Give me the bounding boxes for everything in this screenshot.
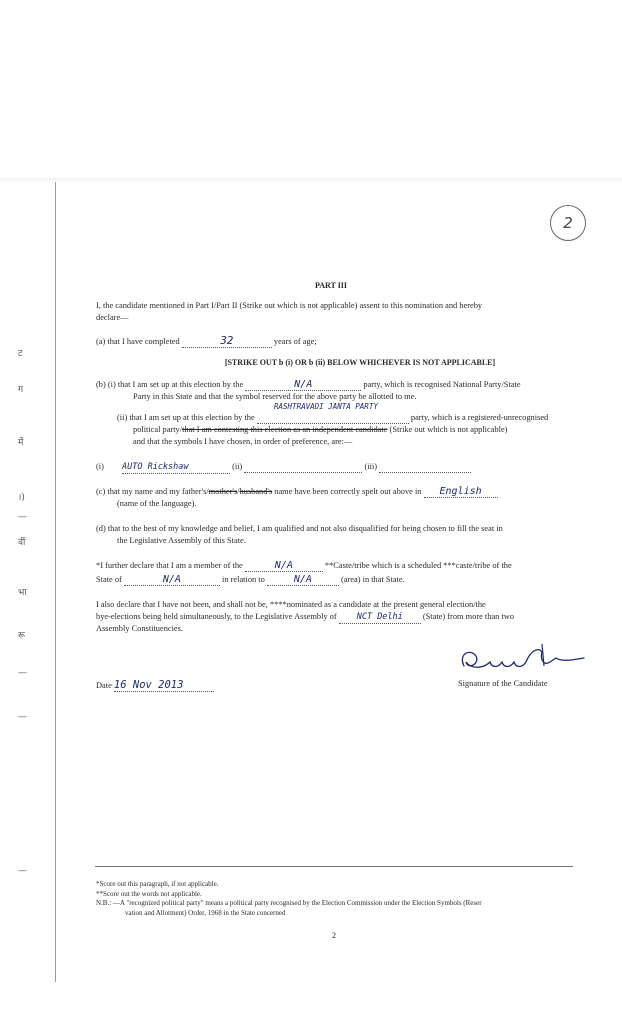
state-value: N/A [162, 574, 181, 585]
further-declaration-line2 [96, 574, 405, 586]
area-value: N/A [293, 574, 312, 585]
language-value: English [439, 486, 482, 497]
clause-a [96, 335, 317, 348]
symbol-iii-field [379, 461, 471, 473]
clause-c [96, 486, 498, 498]
b-ii-party-value: RASHTRAVADI JANTA PARTY [274, 402, 378, 411]
member-value: N/A [274, 560, 293, 571]
further-tail: **Caste/tribe which is a scheduled ***caste/tribe of the [324, 561, 512, 570]
margin-glyph: ग [18, 385, 24, 395]
date-field [114, 680, 214, 692]
area-label: (area) in that State. [341, 575, 405, 584]
margin-glyph: ।) [18, 493, 25, 503]
b-ii-party-field [257, 412, 409, 424]
further-text: *I further declare that I am a member of the [96, 561, 243, 570]
clause-b-ii-text: (ii) that I am set up at this election by the [117, 413, 255, 422]
b-ii-line2-b: (Strike out which is not applicable) [389, 425, 508, 434]
date-line [96, 680, 214, 692]
clause-b-ii-line3: and that the symbols I have chosen, in order of preference, are:— [133, 437, 353, 446]
state-field [124, 574, 220, 586]
margin-glyph: — [18, 712, 27, 722]
b-ii-struck-text: that I am contesting this election as an independent candidate [182, 425, 388, 434]
part-title: PART III [314, 281, 348, 290]
state-of-label: State of [96, 575, 122, 584]
margin-glyph: — [18, 512, 27, 522]
footnote-2: **Score out the words not applicable. [96, 890, 202, 898]
page-number-circle: 2 [550, 205, 586, 241]
signature-stroke [542, 644, 544, 666]
footnote-rule [95, 866, 573, 867]
margin-glyph: रू [18, 631, 25, 641]
clause-d-line2: the Legislative Assembly of this State. [117, 536, 246, 545]
c-struck-mother: mother's [208, 487, 238, 496]
assembly-state-field [339, 611, 421, 624]
page-number: 2 [332, 931, 336, 940]
also-tail: (State) from more than two [422, 612, 515, 621]
member-field [245, 560, 323, 572]
b-i-party-value: N/A [294, 379, 313, 390]
assembly-state-value: NCT Delhi [356, 612, 403, 622]
scan-edge [0, 178, 622, 184]
also-text: bye-elections being held simultaneously, to the Legislative Assembly of [96, 612, 337, 621]
clause-c-tail: name have been correctly spelt out above in [272, 487, 422, 496]
clause-b-i-tail: party, which is recognised National Party/State [363, 380, 521, 389]
age-field [182, 335, 272, 348]
relation-label: in relation to [222, 575, 265, 584]
candidate-signature [456, 640, 586, 680]
c-struck-husband: husband's [239, 487, 273, 496]
clause-a-text: (a) that I have completed [96, 337, 180, 346]
footnote-4: vation and Allotment) Order, 1968 in the State concerned [125, 909, 286, 917]
margin-glyph: ट [18, 349, 23, 359]
b-i-party-field [245, 379, 361, 391]
footnote-3: N.B.: —A "recognized political party" means a political party recognised by the Election Commission under the Election Symbols (Reser [96, 899, 482, 907]
symbol-i-value: AUTO Rickshaw [122, 462, 189, 472]
clause-b-ii-tail: party, which is a registered-unrecognised [410, 413, 549, 422]
b-ii-line2-a: political party/ [133, 425, 183, 434]
symbol-ii-label: (ii) [232, 462, 243, 471]
symbols-line [96, 461, 471, 474]
clause-b-i-line2: Party in this State and that the symbol reserved for the above party be allotted to me. [133, 392, 417, 401]
also-declaration: I also declare that I have not been, and shall not be, ****nominated as a candidate at the present general election/the [96, 600, 486, 609]
margin-glyph: — [18, 668, 27, 678]
age-value: 32 [220, 334, 234, 347]
clause-c-line2: (name of the language). [117, 499, 197, 508]
clause-c-text: (c) that my name and my father's/ [96, 487, 209, 496]
symbol-i-label: (i) [96, 462, 104, 471]
signature-stroke [462, 650, 584, 668]
c-slash: / [237, 487, 240, 496]
margin-glyph: — [18, 866, 27, 876]
clause-b-ii-line2 [133, 424, 507, 435]
intro-line: I, the candidate mentioned in Part I/Part II (Strike out which is not applicable) assent to this nomination and hereby [96, 301, 483, 310]
signature-label: Signature of the Candidate [458, 679, 548, 688]
margin-glyph: में [18, 438, 24, 448]
clause-b-ii [117, 412, 548, 424]
margin-glyph: वीं [18, 538, 26, 548]
left-margin-line [55, 182, 56, 982]
date-label: Date [96, 681, 112, 690]
clause-b-i-text: (b) (i) that I am set up at this election by the [96, 380, 244, 389]
clause-d: (d) that to the best of my knowledge and belief, I am qualified and not also disqualified for being chosen to fill the seat in [96, 524, 503, 533]
clause-a-tail: years of age; [273, 337, 317, 346]
clause-b-i [96, 379, 521, 391]
strike-heading: [STRIKE OUT b (i) OR b (ii) BELOW WHICHEVER IS NOT APPLICABLE] [224, 358, 496, 367]
date-value: 16 Nov 2013 [113, 679, 184, 691]
further-declaration [96, 560, 512, 572]
intro-line-cont: declare— [96, 313, 129, 322]
area-field [267, 574, 339, 586]
symbol-iii-label: (iii) [364, 462, 378, 471]
footnote-1: *Score out this paragraph, if not applicable. [96, 880, 219, 888]
margin-glyph: भा [18, 588, 27, 598]
also-declaration-line3: Assembly Constituencies. [96, 624, 184, 633]
language-field [424, 486, 498, 498]
symbol-i-field [122, 461, 230, 474]
symbol-ii-field [244, 461, 362, 473]
